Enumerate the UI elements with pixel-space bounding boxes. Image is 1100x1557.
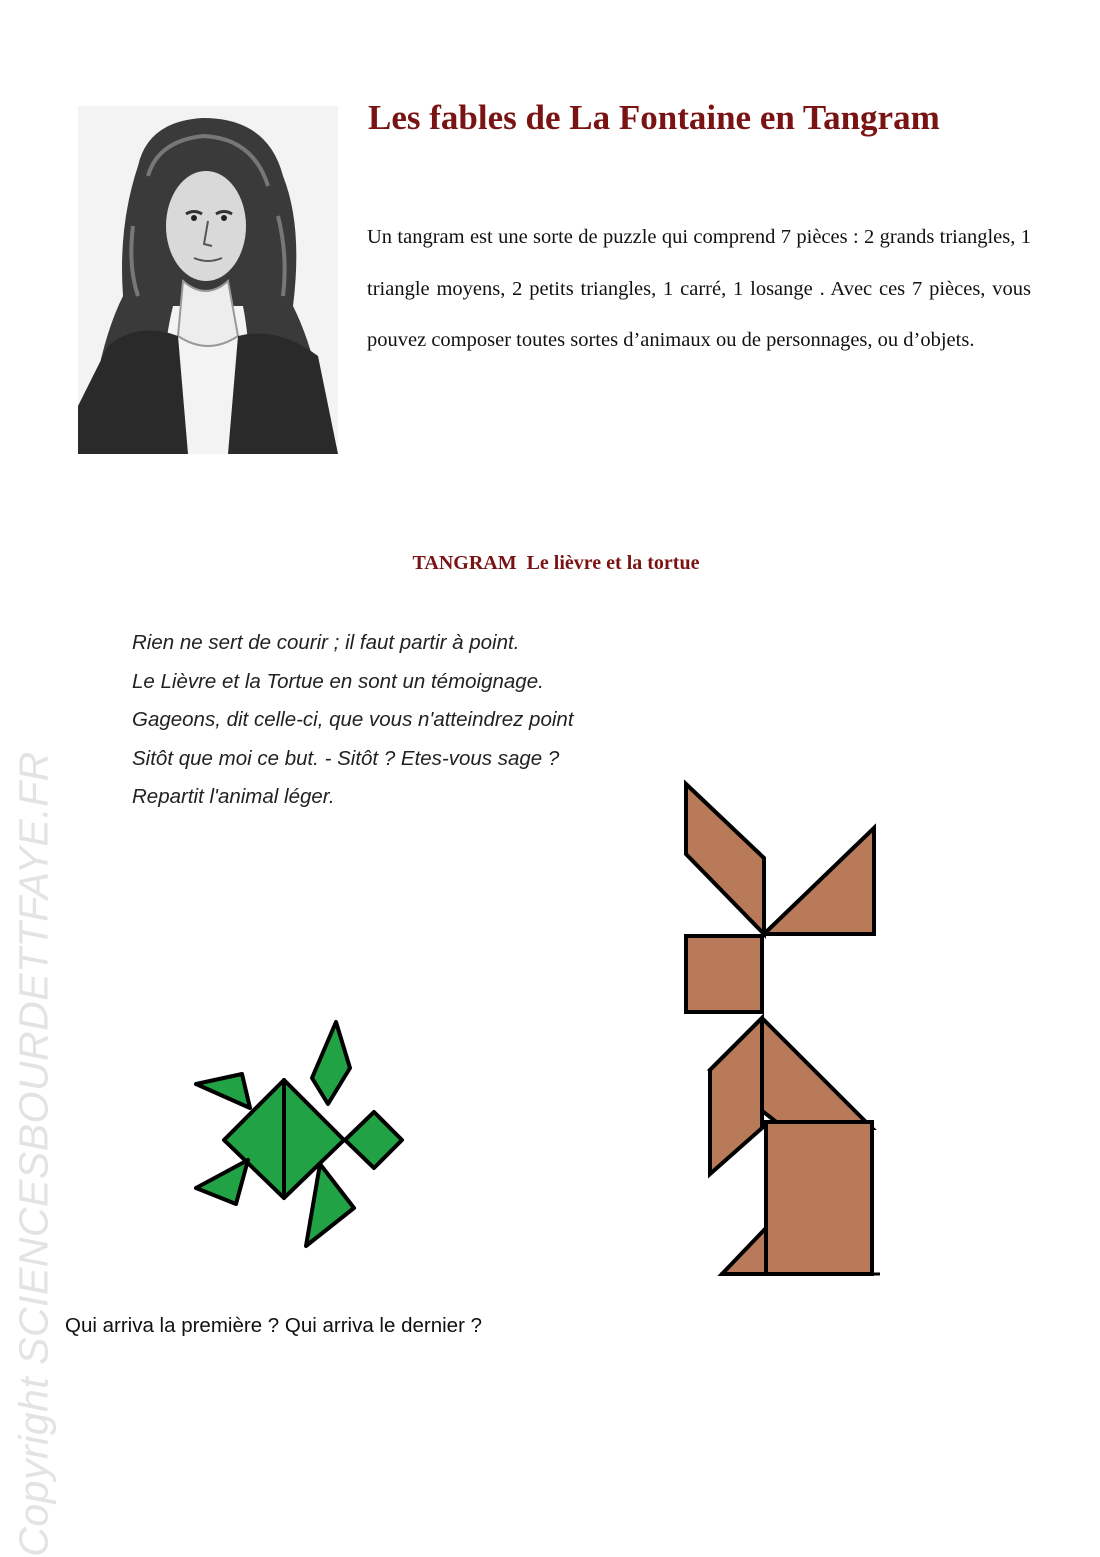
hare-tangram bbox=[676, 776, 888, 1282]
hare-head bbox=[686, 936, 762, 1012]
tortoise-front-right-leg bbox=[312, 1022, 350, 1104]
page-title: Les fables de La Fontaine en Tangram bbox=[368, 98, 940, 137]
poem-line: Repartit l'animal léger. bbox=[132, 785, 335, 808]
poem-line: Gageons, dit celle-ci, que vous n'atteindrez point bbox=[132, 708, 574, 731]
hare-body-main bbox=[766, 1122, 872, 1274]
poem-line: Sitôt que moi ce but. - Sitôt ? Etes-vous sage ? bbox=[132, 746, 560, 770]
hare-left-ear bbox=[686, 784, 764, 934]
hare-body-left bbox=[710, 1018, 762, 1174]
tortoise-back-right-leg bbox=[306, 1164, 354, 1246]
hare-body-lower bbox=[722, 1228, 766, 1274]
question-text: Qui arriva la première ? Qui arriva le dernier ? bbox=[65, 1314, 482, 1337]
tortoise-head bbox=[345, 1112, 402, 1168]
hare-right-ear bbox=[764, 828, 874, 934]
fable-poem bbox=[132, 624, 574, 817]
intro-paragraph: Un tangram est une sorte de puzzle qui comprend 7 pièces : 2 grands triangles, 1 triangle moyens, 2 petits triangles, 1 carré, 1 losange . Avec ces 7 pièces, vous pouvez composer toutes sortes d’animaux ou de personnages, ou d’objets. bbox=[367, 226, 1031, 351]
watermark-text: Copyright SCIENCESBOURDETTFAYE.FR bbox=[10, 751, 57, 1557]
tortoise-front-left-leg bbox=[196, 1074, 250, 1108]
tortoise-tangram bbox=[188, 1018, 414, 1250]
portrait-image bbox=[78, 106, 338, 454]
tortoise-back-left-leg bbox=[196, 1160, 248, 1204]
fable-subtitle: TANGRAM Le lièvre et la tortue bbox=[412, 552, 700, 574]
poem-line: Le Lièvre et la Tortue en sont un témoignage. bbox=[132, 669, 544, 693]
poem-line: Rien ne sert de courir ; il faut partir à point. bbox=[132, 631, 520, 654]
